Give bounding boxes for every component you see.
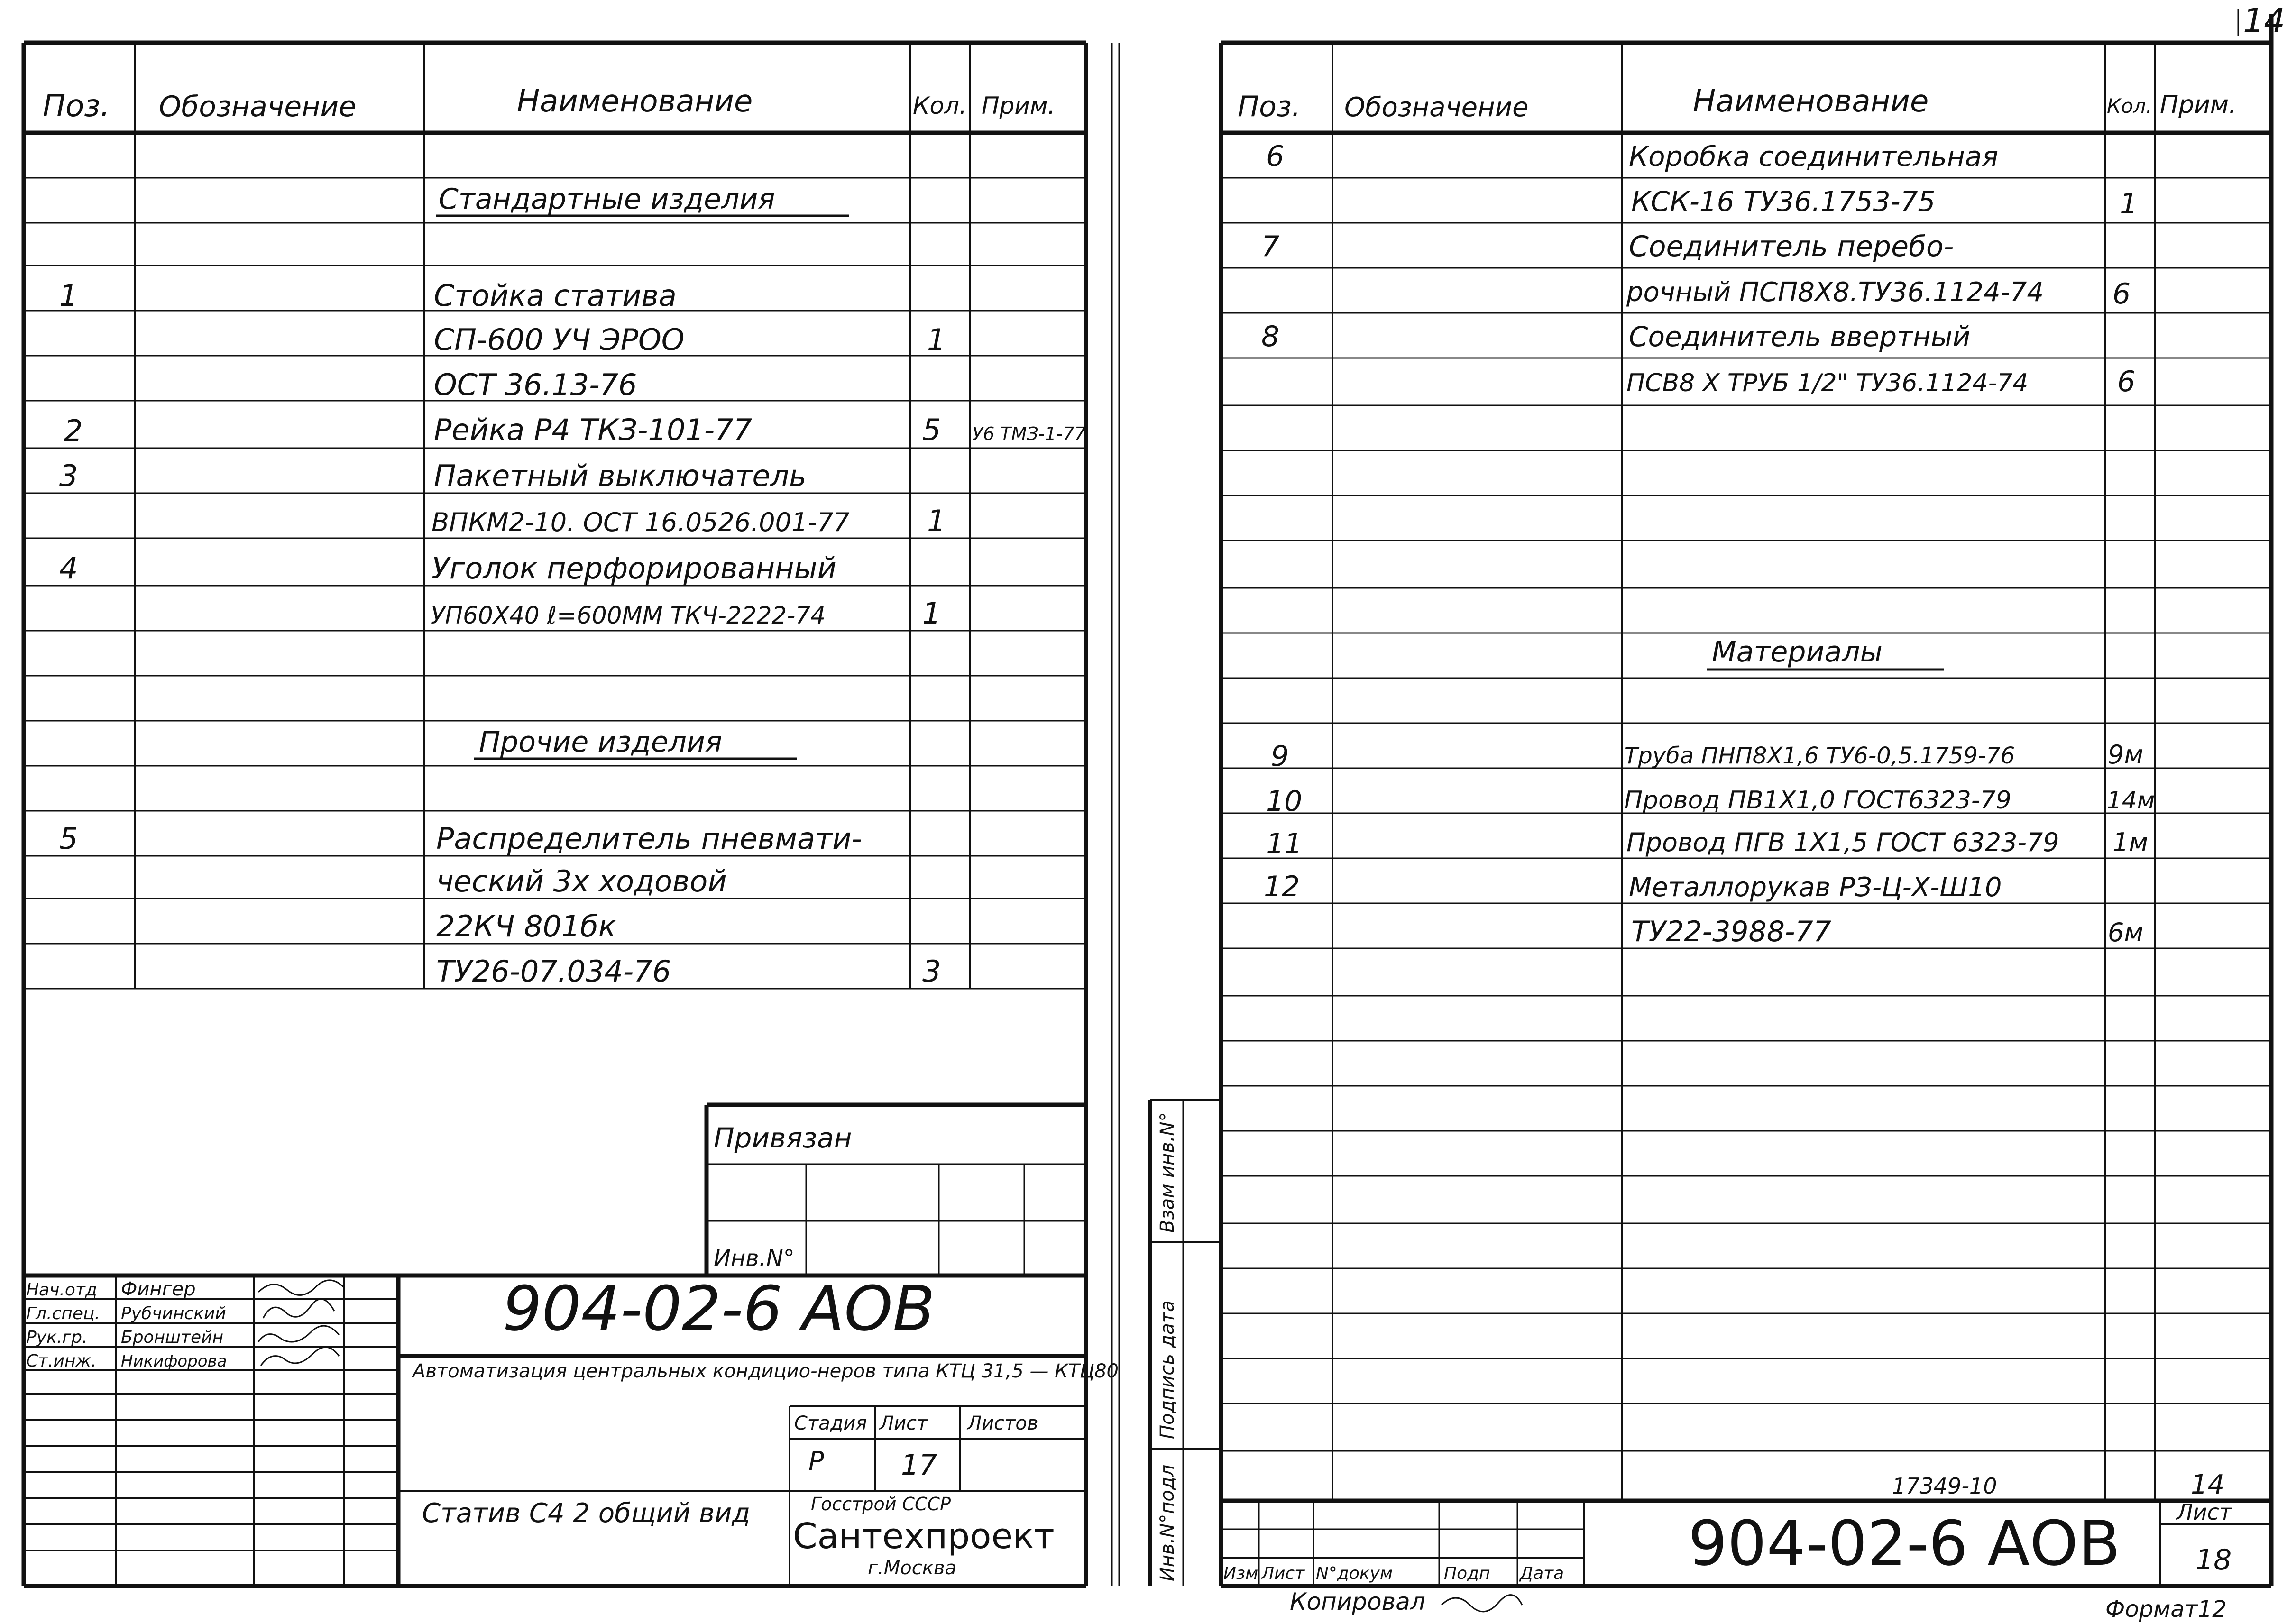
col-list: Лист: [1261, 1564, 1305, 1583]
role-label: Рук.гр.: [26, 1328, 88, 1347]
right-header-pos: Поз.: [1238, 90, 1301, 123]
right-title-block: [1221, 1469, 2271, 1586]
table-row: 12: [1264, 870, 1300, 903]
table-row: 1м: [2112, 827, 2149, 857]
col-izm: Изм: [1223, 1564, 1258, 1583]
role-name: Фингер: [121, 1278, 196, 1300]
page-number: 14: [2243, 1, 2286, 40]
left-header-note: Прим.: [982, 92, 1056, 119]
col-podp: Подп: [1444, 1564, 1490, 1583]
right-header-name: Наименование: [1693, 84, 1929, 119]
role-name: Бронштейн: [121, 1328, 224, 1347]
table-row: 9м: [2108, 740, 2144, 770]
table-row: 5: [59, 821, 78, 856]
side-vzam: Взам инв.N°: [1157, 1112, 1178, 1233]
table-row: УП60Х40 ℓ=600ММ ТКЧ-2222-74: [431, 602, 826, 629]
table-row: Стойка стативa: [434, 278, 677, 313]
right-header-note: Прим.: [2160, 91, 2237, 119]
role-label: Гл.спец.: [26, 1304, 100, 1323]
left-header-qty: Кол.: [913, 92, 967, 119]
table-row: 9: [1271, 740, 1289, 773]
table-row: 6: [2112, 277, 2131, 311]
left-header: [43, 84, 1055, 124]
table-row: Распределитель пневмати-: [436, 821, 862, 856]
copied-signature: [1442, 1595, 1522, 1612]
right-header-designation: Обозначение: [1344, 92, 1529, 123]
stamp-title: Автоматизация центральных кондицио-неров типа КТЦ 31,5 — КТЦ80: [413, 1360, 1119, 1382]
sheet-value: 17: [901, 1449, 937, 1482]
stamp-roles: [26, 1278, 227, 1371]
org-top: Госстрой СССР: [811, 1494, 951, 1514]
table-row: ТУ22-3988-77: [1631, 915, 1831, 948]
table-row: 6м: [2108, 918, 2144, 947]
table-row: Металлорукав РЗ-Ц-Х-Ш10: [1629, 872, 2002, 903]
table-row: Соединитель перебо-: [1629, 230, 1954, 263]
table-row: 1: [59, 278, 78, 313]
left-section-other: Прочие изделия: [479, 725, 723, 759]
center-split: [1112, 43, 1119, 1586]
right-sheet-label: Лист: [2177, 1499, 2232, 1525]
table-row: ВПКМ2-10. ОСТ 16.0526.001-77: [432, 507, 850, 537]
table-row: У6 ТМЗ-1-77: [972, 423, 1086, 444]
table-row: 1: [927, 322, 946, 357]
table-row: Соединитель ввертный: [1629, 321, 1971, 353]
role-label: Нач.отд: [26, 1280, 97, 1300]
table-row: Рейка Р4 ТКЗ-101-77: [434, 413, 753, 447]
table-row: СП-600 УЧ ЭРОО: [434, 322, 685, 357]
table-row: 5: [922, 413, 941, 447]
table-row: 6: [2117, 365, 2136, 398]
table-row: ОСТ 36.13-76: [434, 367, 637, 402]
table-row: 1: [927, 504, 946, 538]
role-name: Никифорова: [121, 1352, 227, 1371]
right-table-rows: [1261, 140, 2155, 948]
table-row: 10: [1266, 785, 1303, 818]
table-row: 22КЧ 801бк: [436, 909, 616, 944]
table-row: КСК-16 ТУ36.1753-75: [1631, 185, 1936, 218]
left-table-rows: [59, 278, 1086, 989]
col-data: Дата: [1520, 1564, 1564, 1583]
right-sheet-number: 18: [2195, 1543, 2232, 1577]
table-row: Пакетный выключатель: [434, 459, 807, 493]
side-stamp: [1150, 1100, 1221, 1586]
right-header: [1238, 84, 2237, 123]
table-row: Коробка соединительная: [1629, 140, 1999, 173]
side-inv-orig: Инв.N°подл: [1157, 1464, 1178, 1581]
col-docnum: N°докум: [1316, 1564, 1393, 1583]
table-row: Провод ПГВ 1Х1,5 ГОСТ 6323-79: [1626, 827, 2059, 857]
table-row: 1: [2120, 187, 2138, 220]
right-header-qty: Кол.: [2107, 94, 2152, 118]
org-city: г.Москва: [868, 1557, 956, 1579]
ref-number: 17349-10: [1892, 1473, 1997, 1499]
side-sign-date: Подпись дата: [1157, 1300, 1178, 1439]
stamp-document-code: 904-02-6 АОВ: [503, 1273, 935, 1345]
table-row: Труба ПНП8Х1,6 ТУ6-0,5.1759-76: [1624, 743, 2015, 769]
table-row: ТУ26-07.034-76: [436, 954, 671, 989]
privyazan-label: Привязан: [714, 1122, 852, 1154]
role-label: Ст.инж.: [26, 1351, 97, 1371]
left-title-block: [24, 1105, 1119, 1586]
table-row: 3: [922, 954, 941, 989]
table-row: 7: [1261, 230, 1280, 263]
table-row: ПСВ8 Х ТРУБ 1/2" ТУ36.1124-74: [1626, 369, 2029, 397]
table-row: 8: [1261, 320, 1280, 353]
right-document-code: 904-02-6 АОВ: [1688, 1507, 2121, 1579]
format-label: Формат12: [2105, 1596, 2227, 1623]
table-row: 14м: [2107, 787, 2155, 814]
copied-label: Копировал: [1290, 1588, 1425, 1615]
left-section-standard: Стандартные изделия: [439, 183, 775, 216]
sheets-label: Листов: [967, 1413, 1038, 1434]
table-row: рочный ПСП8Х8.ТУ36.1124-74: [1626, 277, 2044, 308]
table-row: ческий 3х ходовой: [436, 864, 727, 899]
left-header-name: Наименование: [517, 84, 753, 119]
sheet-label: Лист: [880, 1413, 928, 1434]
left-header-pos: Поз.: [43, 89, 110, 124]
left-header-designation: Обозначение: [159, 90, 357, 123]
stage-value: Р: [808, 1446, 824, 1476]
table-row: 6: [1266, 140, 1285, 173]
page-small: 14: [2191, 1469, 2225, 1500]
drawing-name: Статив С4 2 общий вид: [422, 1498, 751, 1529]
table-row: Провод ПВ1Х1,0 ГОСТ6323-79: [1624, 786, 2011, 815]
right-section-materials: Материалы: [1712, 635, 1883, 669]
table-row: 2: [64, 413, 83, 448]
org-name: Сантехпроект: [793, 1516, 1055, 1557]
table-row: 4: [59, 551, 78, 586]
role-name: Рубчинский: [121, 1304, 226, 1323]
table-row: 1: [922, 596, 941, 631]
table-row: 3: [59, 459, 78, 493]
stage-label: Стадия: [794, 1413, 867, 1434]
table-row: Уголок перфорированный: [432, 551, 836, 586]
inv-no-label: Инв.N°: [714, 1245, 795, 1272]
table-row: 11: [1266, 827, 1303, 861]
